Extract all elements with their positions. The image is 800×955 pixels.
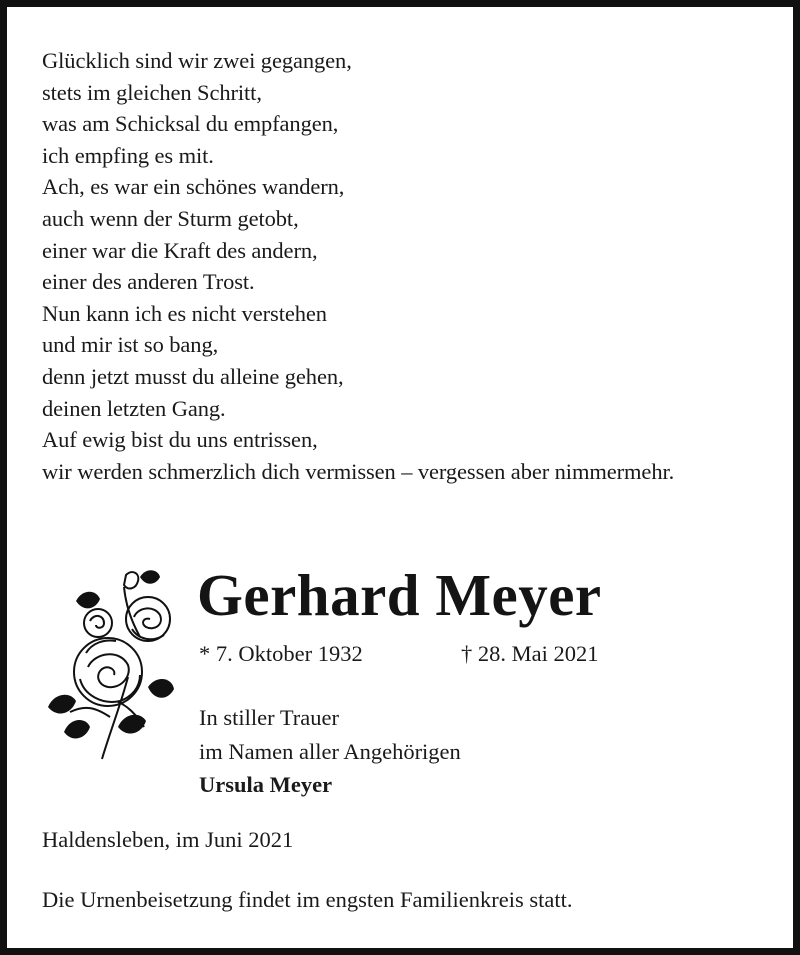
poem-line: was am Schicksal du empfangen, [42,111,339,137]
deceased-name: Gerhard Meyer [197,562,602,628]
mourning-line: im Namen aller Angehörigen [199,738,461,764]
poem-line: Ach, es war ein schönes wandern, [42,174,345,200]
rose-icon [40,567,180,762]
poem-line: einer des anderen Trost. [42,269,255,295]
birth-date: * 7. Oktober 1932 [199,641,363,666]
place-date: Haldensleben, im Juni 2021 [42,827,294,852]
mourners-block [199,701,461,802]
poem-line: Auf ewig bist du uns entrissen, [42,427,318,453]
poem-line: einer war die Kraft des andern, [42,237,318,263]
mourner-signature: Ursula Meyer [199,772,333,797]
poem-line: Nun kann ich es nicht verstehen [42,300,327,326]
poem-line: und mir ist so bang, [42,332,219,358]
poem-line: denn jetzt musst du alleine gehen, [42,363,344,389]
burial-notice: Die Urnenbeisetzung findet im engsten Familienkreis statt. [42,887,573,912]
poem-line: stets im gleichen Schritt, [42,79,262,105]
poem-line: wir werden schmerzlich dich vermissen – vergessen aber nimmermehr. [42,458,675,484]
mourning-line: In stiller Trauer [199,705,339,730]
poem-line: Glücklich sind wir zwei gegangen, [42,48,352,73]
poem-line: deinen letzten Gang. [42,395,226,421]
poem-line: auch wenn der Sturm getobt, [42,205,299,231]
death-date: † 28. Mai 2021 [461,641,599,666]
poem-line: ich empfing es mit. [42,142,214,168]
poem [42,45,674,487]
